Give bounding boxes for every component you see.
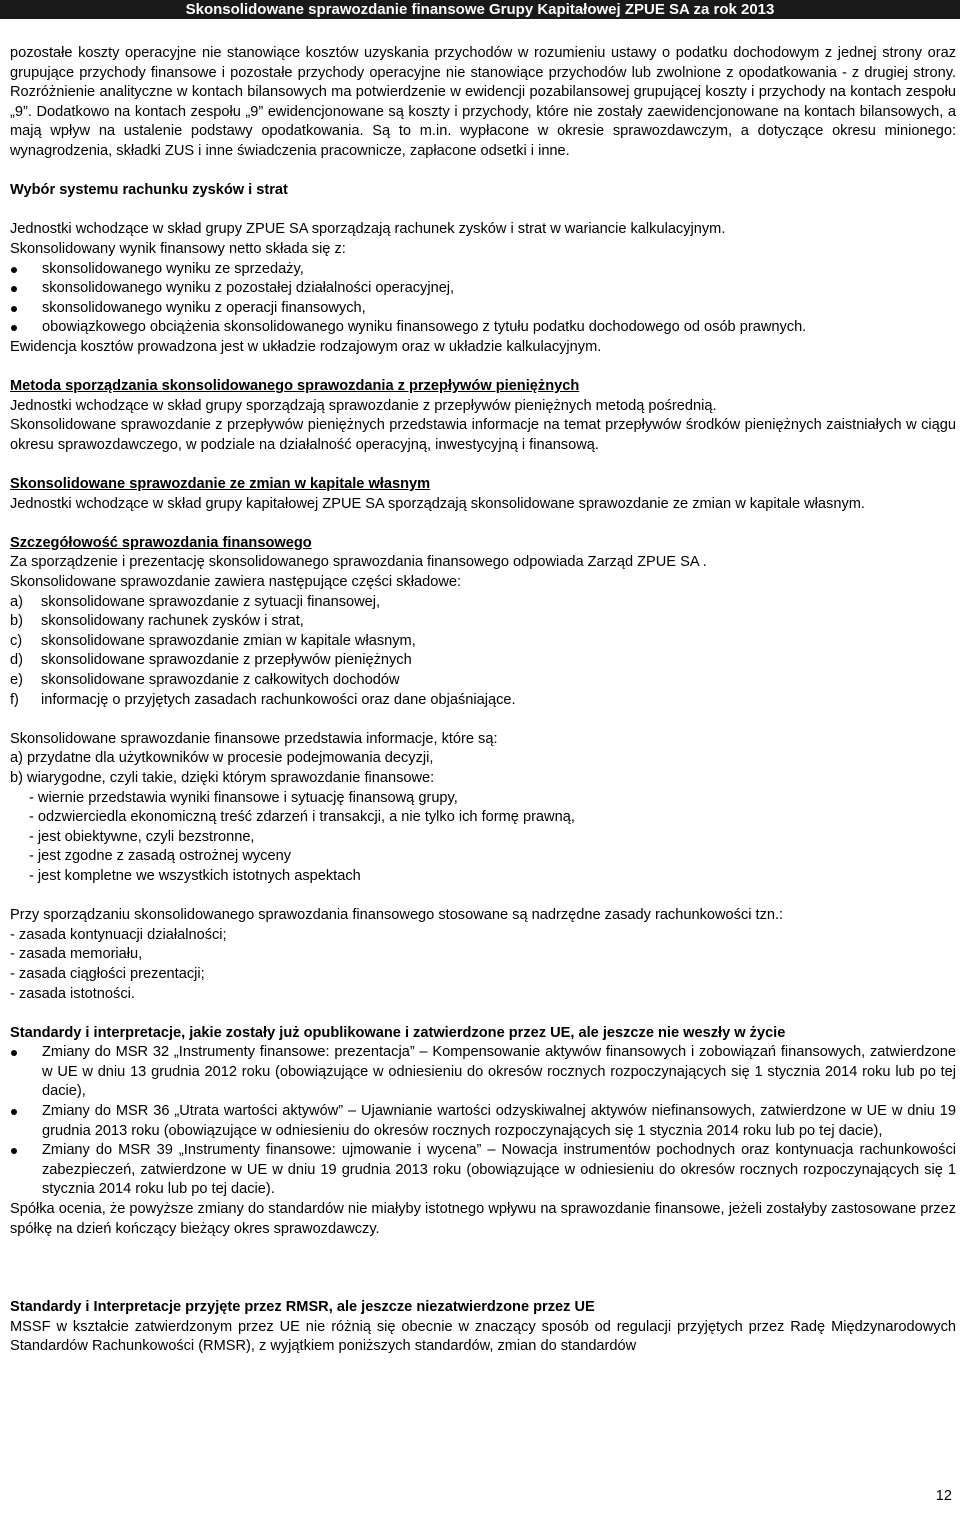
list-item-text: informację o przyjętych zasadach rachunkowości oraz dane objaśniające. <box>41 691 516 708</box>
info-line1: Skonsolidowane sprawozdanie finansowe przedstawia informacje, które są: <box>10 730 498 747</box>
list-item: - odzwierciedla ekonomiczną treść zdarzeń i transakcji, a nie tylko ich formę prawną, <box>29 809 575 826</box>
statement-parts-list <box>10 593 956 711</box>
list-item: - zasada kontynuacji działalności; <box>10 926 227 943</box>
principles-list <box>10 926 956 1004</box>
document-title: Skonsolidowane sprawozdanie finansowe Grupy Kapitałowej ZPUE SA za rok 2013 <box>185 1 775 18</box>
list-item: - zasada istotności. <box>10 985 135 1002</box>
info-line2: a) przydatne dla użytkowników w procesie podejmowania decyzji, <box>10 750 434 767</box>
list-item: - zasada ciągłości prezentacji; <box>10 965 205 982</box>
list-item <box>10 691 956 711</box>
list-marker: d) <box>10 652 23 669</box>
spacer <box>10 201 956 221</box>
eu-standards-closing: Spółka ocenia, że powyższe zmiany do standardów nie miałyby istotnego wpływu na sprawozdanie finansowe, jeżeli zostałyby zastosowane przez spółkę na dzień kończący bieżący okres sprawozdawczy. <box>10 1201 956 1237</box>
list-item <box>10 671 956 691</box>
income-statement-line3: Ewidencja kosztów prowadzona jest w układzie rodzajowym oraz w układzie kalkulacyjnym. <box>10 338 602 355</box>
list-item: - jest zgodne z zasadą ostrożnej wyceny <box>29 848 292 865</box>
principles-line1: Przy sporządzaniu skonsolidowanego sprawozdania finansowego stosowane są nadrzędne zasady rachunkowości tzn.: <box>10 907 784 924</box>
spacer <box>10 1004 956 1024</box>
list-item-text: skonsolidowany rachunek zysków i strat, <box>41 613 304 630</box>
spacer <box>10 887 956 907</box>
list-item: skonsolidowanego wyniku ze sprzedaży, <box>10 260 956 280</box>
spacer <box>10 1239 956 1259</box>
spacer <box>10 162 956 182</box>
detail-line2: Skonsolidowane sprawozdanie zawiera następujące części składowe: <box>10 574 462 591</box>
list-item: Zmiany do MSR 36 „Utrata wartości aktywów” – Ujawnianie wartości odzyskiwalnej aktywów niefinansowych, zatwierdzone w UE w dniu 19 grudnia 2013 roku (obowiązujące w odniesieniu do okresów rocznych rozpoczynających się 1 stycznia 2014 roku lub po tej dacie), <box>10 1102 956 1141</box>
page-content <box>10 44 956 1357</box>
list-item: skonsolidowanego wyniku z pozostałej działalności operacyjnej, <box>10 279 956 299</box>
list-item-text: skonsolidowane sprawozdanie z sytuacji finansowej, <box>41 593 381 610</box>
cashflow-line1: Jednostki wchodzące w skład grupy sporządzają sprawozdanie z przepływów pieniężnych metodą pośrednią. <box>10 397 717 414</box>
list-item: - jest kompletne we wszystkich istotnych aspektach <box>29 867 361 884</box>
list-marker: f) <box>10 691 19 708</box>
spacer <box>10 455 956 475</box>
cashflow-paragraph: Skonsolidowane sprawozdanie z przepływów pieniężnych przedstawia informacje na temat przepływów środków pieniężnych zaistniałych w ciągu okresu sprawozdawczego, w podziale na działalność operacyjną, inwestycyjną i finansową. <box>10 417 956 453</box>
rmsr-standards-heading: Standardy i Interpretacje przyjęte przez RMSR, ale jeszcze niezatwierdzone przez UE <box>10 1299 595 1315</box>
list-item <box>10 593 956 613</box>
detail-heading: Szczegółowość sprawozdania finansowego <box>10 534 312 551</box>
list-item-text: skonsolidowane sprawozdanie zmian w kapitale własnym, <box>41 632 416 649</box>
eu-standards-heading: Standardy i interpretacje, jakie zostały już opublikowane i zatwierdzone przez UE, ale jeszcze nie weszły w życie <box>10 1024 786 1041</box>
intro-paragraph: pozostałe koszty operacyjne nie stanowiące kosztów uzyskania przychodów w rozumieniu ustawy o podatku dochodowym z jednej strony oraz grupujące przychody finansowe i pozostałe przychody operacyjne nie stanowiące przychodów lub zwolnione z opodatkowania - z drugiej strony. Rozróżnienie analityczne w kontach bilansowych ma potwierdzenie w ewidencji pozabilansowej grupującej koszty i przychody na kontach zespołu „9”. Dodatkowo na kontach zespołu „9” ewidencjonowane są koszty i przychody, które nie zostały zaewidencjonowane na kontach bilansowych, a mają wpływ na ustalenie podstawy opodatkowania. Są to m.in. wypłacone w okresie sprawozdawczym, a dotyczące okresu minionego: wynagrodzenia, składki ZUS i inne świadczenia pracownicze, zapłacone odsetki i inne. <box>10 45 956 159</box>
list-item <box>10 651 956 671</box>
list-marker: c) <box>10 632 23 649</box>
list-item: - wiernie przedstawia wyniki finansowe i sytuację finansową grupy, <box>29 789 458 806</box>
rmsr-standards-paragraph: MSSF w kształcie zatwierdzonym przez UE nie różnią się obecnie w znaczący sposób od regulacji przyjętych przez Radę Międzynarodowych Standardów Rachunkowości (RMSR), z wyjątkiem poniższych standardów, zmian do standardów <box>10 1318 956 1355</box>
list-item: obowiązkowego obciążenia skonsolidowanego wyniku finansowego z tytułu podatku dochodowego od osób prawnych. <box>10 318 956 338</box>
equity-heading: Skonsolidowane sprawozdanie ze zmian w kapitale własnym <box>10 476 431 493</box>
list-item: Zmiany do MSR 39 „Instrumenty finansowe: ujmowanie i wycena” – Nowacja instrumentów pochodnych oraz kontynuacja rachunkowości zabezpieczeń, zatwierdzone w UE w dniu 19 grudnia 2013 roku (obowiązujące w odniesieniu do okresów rocznych rozpoczynających się 1 stycznia 2014 roku lub po tej dacie). <box>10 1141 956 1200</box>
document-header <box>0 0 960 19</box>
equity-paragraph: Jednostki wchodzące w skład grupy kapitałowej ZPUE SA sporządzają skonsolidowane sprawozdanie ze zmian w kapitale własnym. <box>10 495 865 512</box>
income-statement-heading: Wybór systemu rachunku zysków i strat <box>10 182 288 199</box>
spacer <box>10 1278 956 1298</box>
info-line3: b) wiarygodne, czyli takie, dzięki którym sprawozdanie finansowe: <box>10 769 435 786</box>
income-components-list <box>10 260 956 338</box>
spacer <box>10 514 956 534</box>
list-item: - jest obiektywne, czyli bezstronne, <box>29 828 255 845</box>
spacer <box>10 358 956 378</box>
list-item-text: skonsolidowane sprawozdanie z przepływów pieniężnych <box>41 652 412 669</box>
reliability-list <box>10 789 956 887</box>
list-item-text: skonsolidowane sprawozdanie z całkowitych dochodów <box>41 672 400 688</box>
spacer <box>10 1259 956 1279</box>
page-number: 12 <box>935 1488 952 1504</box>
list-item: Zmiany do MSR 32 „Instrumenty finansowe: prezentacja” – Kompensowanie aktywów finansowych i zobowiązań finansowych, zatwierdzone w UE w dniu 13 grudnia 2012 roku (obowiązujące w odniesieniu do okresów rocznych rozpoczynających się 1 stycznia 2014 roku lub po tej dacie), <box>10 1043 956 1102</box>
eu-standards-list <box>10 1043 956 1200</box>
detail-line1: Za sporządzenie i prezentację skonsolidowanego sprawozdania finansowego odpowiada Zarząd ZPUE SA . <box>10 554 707 571</box>
list-marker: a) <box>10 593 23 610</box>
list-item <box>10 632 956 652</box>
list-marker: b) <box>10 613 23 630</box>
list-item <box>10 612 956 632</box>
list-marker: e) <box>10 672 23 688</box>
spacer <box>10 710 956 730</box>
list-item: - zasada memoriału, <box>10 946 143 963</box>
income-statement-line1: Jednostki wchodzące w skład grupy ZPUE SA sporządzają rachunek zysków i strat w wariancie kalkulacyjnym. <box>10 221 726 238</box>
income-statement-line2: Skonsolidowany wynik finansowy netto składa się z: <box>10 240 346 257</box>
cashflow-heading: Metoda sporządzania skonsolidowanego sprawozdania z przepływów pieniężnych <box>10 378 580 395</box>
list-item: skonsolidowanego wyniku z operacji finansowych, <box>10 299 956 319</box>
